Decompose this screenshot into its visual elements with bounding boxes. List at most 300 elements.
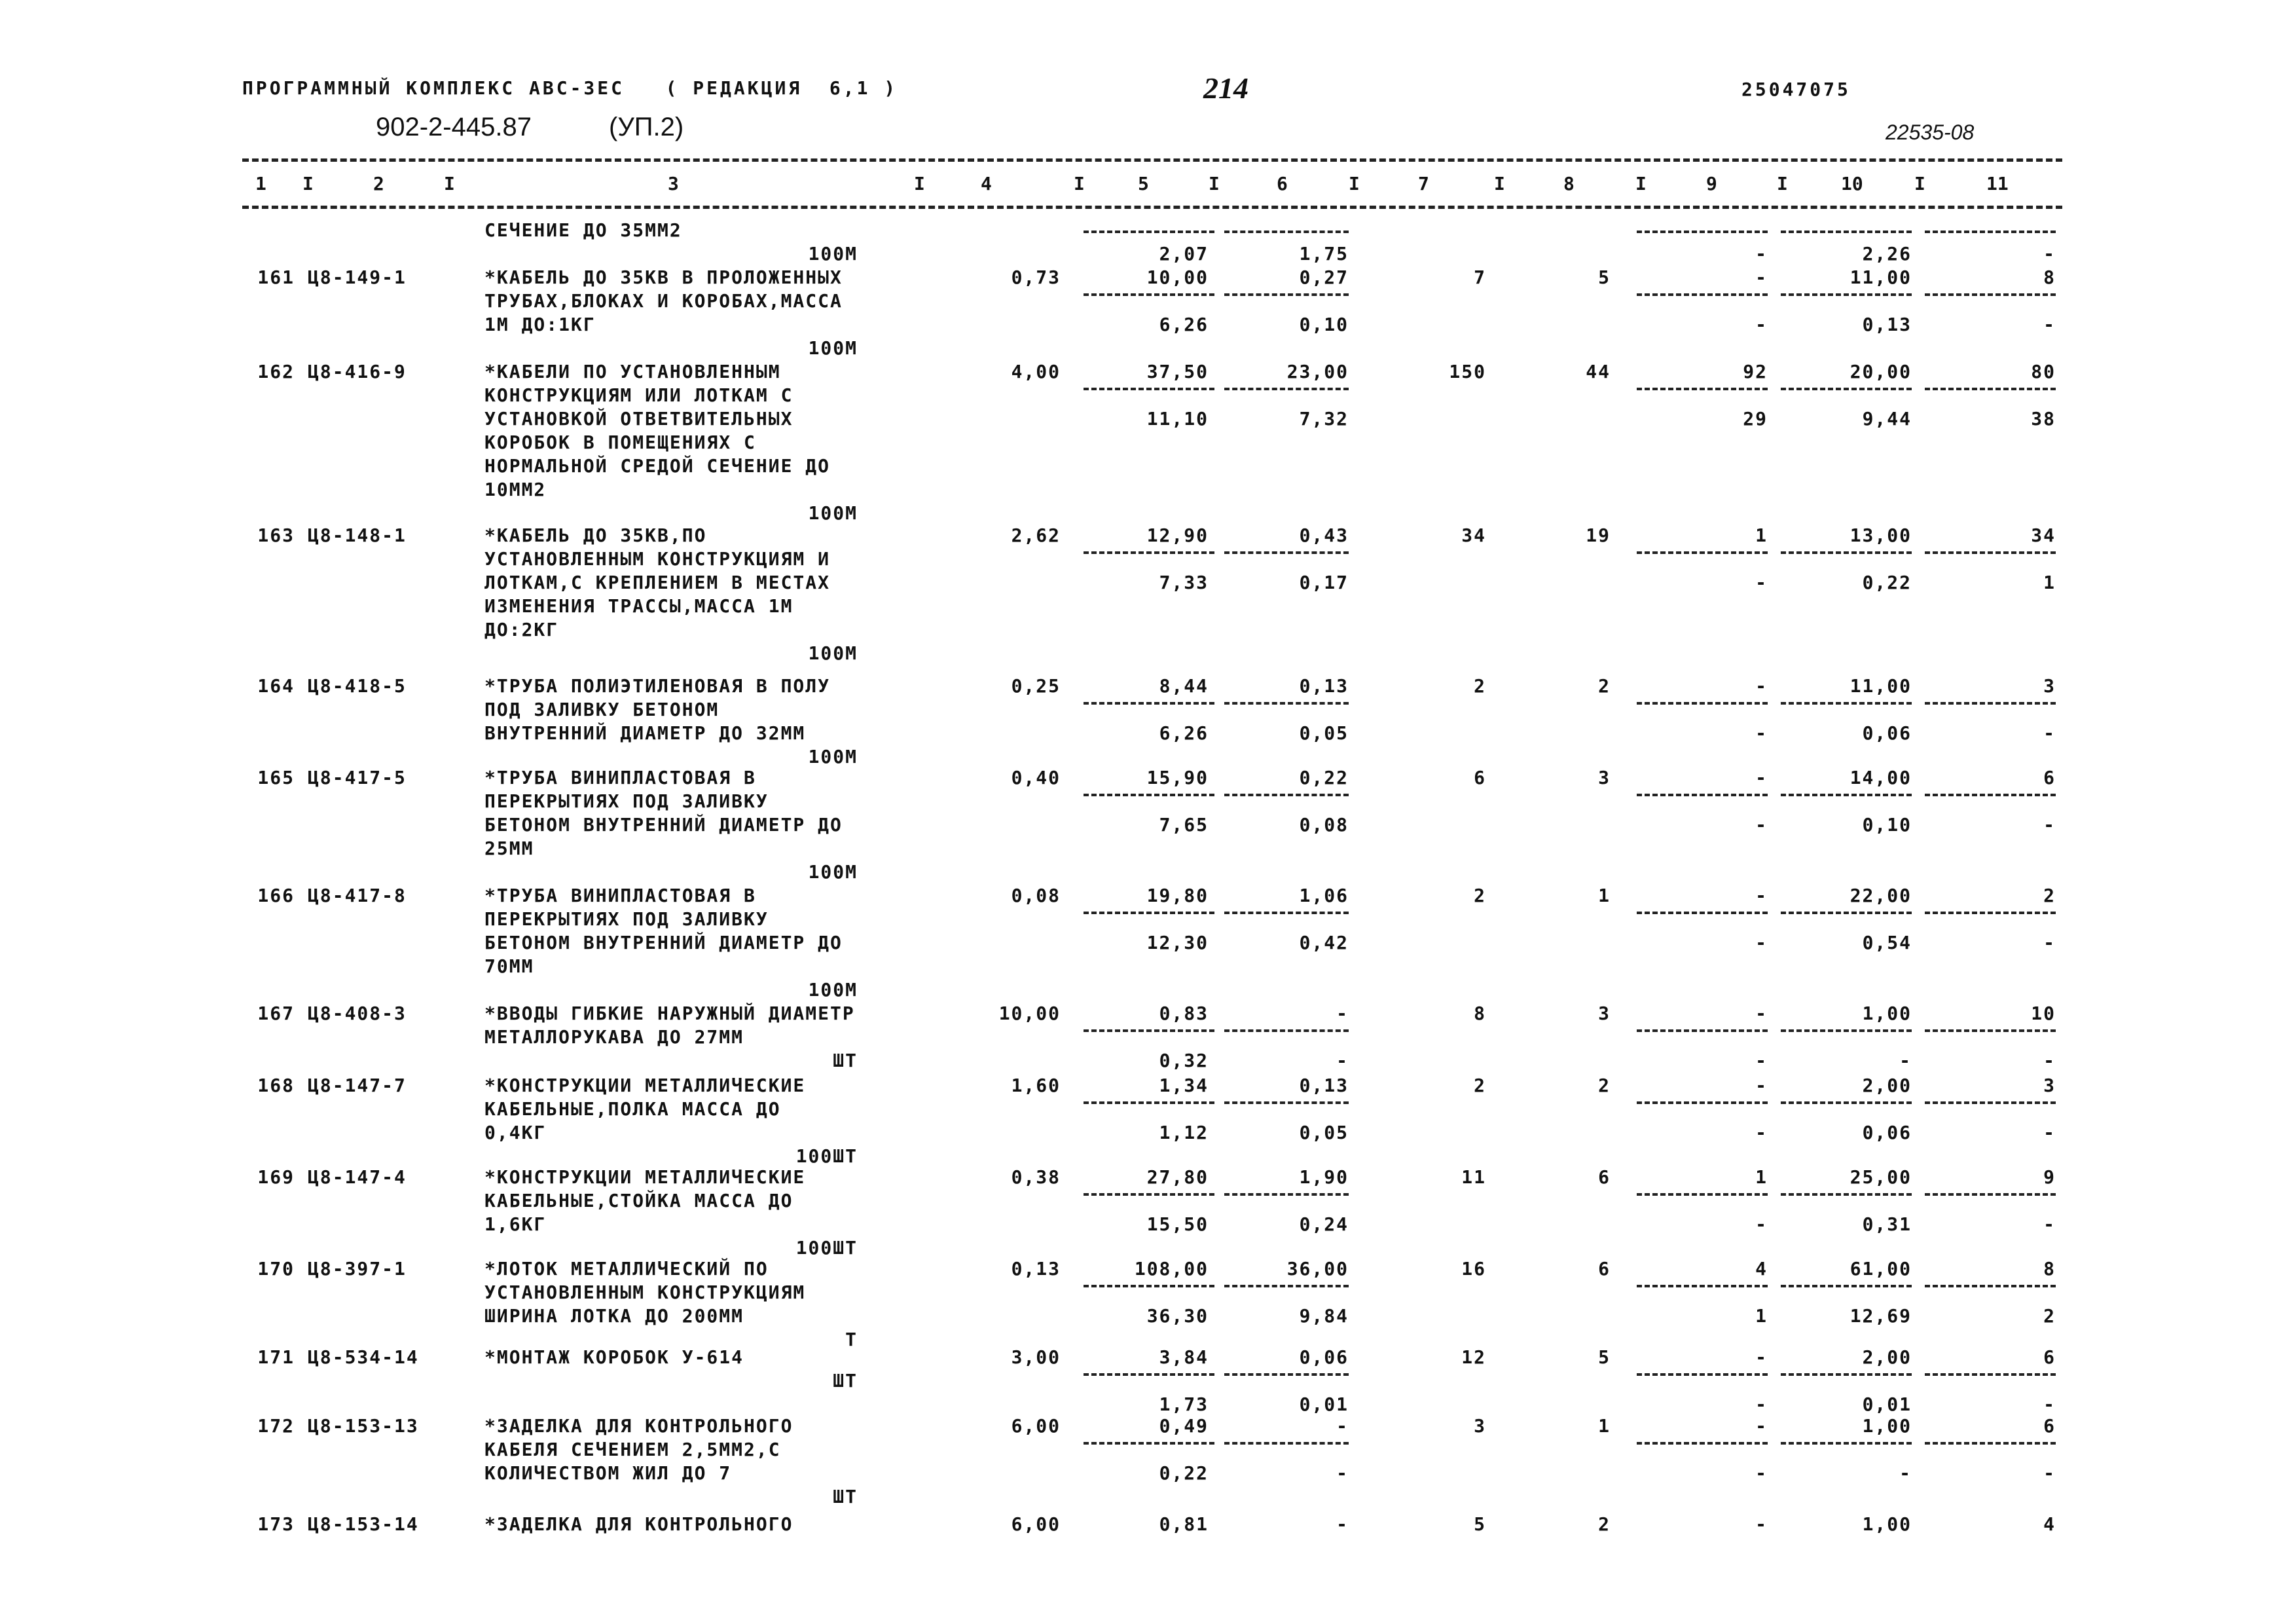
- row-number: 166: [257, 885, 295, 906]
- value-divider: [1925, 912, 2056, 914]
- cell-col11: 34: [2031, 525, 2056, 546]
- value-divider: [1637, 1373, 1768, 1376]
- value-divider: [1637, 1029, 1768, 1032]
- value-divider: [1084, 293, 1214, 296]
- cell-col11-secondary: 38: [2031, 408, 2056, 430]
- cell-col10-secondary: 0,06: [1862, 1122, 1912, 1143]
- cell-col8: 1: [1598, 1415, 1611, 1437]
- row-code: Ц8-418-5: [308, 675, 407, 697]
- row-number: 163: [257, 525, 295, 546]
- column-divider: I: [1914, 173, 1925, 194]
- value-divider: [1084, 1442, 1214, 1445]
- cell-col6: 1,06: [1299, 885, 1349, 906]
- value-divider: [1781, 912, 1912, 914]
- cell-col11-secondary: -: [2043, 1462, 2056, 1484]
- value-divider: [1781, 551, 1912, 554]
- cell-col5: 19,80: [1146, 885, 1209, 906]
- cell-col11-secondary: 1: [2043, 572, 2056, 593]
- cell-col7: 2: [1474, 1075, 1486, 1096]
- cell-col10-secondary: 9,44: [1862, 408, 1912, 430]
- row-description: БЕТОНОМ ВНУТРЕННИЙ ДИАМЕТР ДО: [484, 814, 843, 836]
- row-description: УСТАНОВКОЙ ОТВЕТВИТЕЛЬНЫХ: [484, 408, 793, 430]
- row-description: 1,6КГ: [484, 1213, 547, 1235]
- cell-col6: 0,13: [1299, 1075, 1349, 1096]
- value-divider: [1781, 794, 1912, 796]
- row-description: СЕЧЕНИЕ ДО 35ММ2: [484, 219, 682, 241]
- value-divider: [1637, 293, 1768, 296]
- cell-col9-secondary: -: [1755, 1050, 1768, 1071]
- cell-col4: 6,00: [1011, 1513, 1061, 1535]
- row-description: КОНСТРУКЦИЯМ ИЛИ ЛОТКАМ С: [484, 384, 793, 406]
- cell-col7: 7: [1474, 267, 1486, 288]
- cell-col5: 2,07: [1159, 243, 1209, 265]
- cell-col11-secondary: -: [2043, 722, 2056, 744]
- value-divider: [1637, 1442, 1768, 1445]
- cell-col4: 4,00: [1011, 361, 1061, 382]
- value-divider: [1781, 1193, 1912, 1196]
- cell-col10-secondary: 0,01: [1862, 1393, 1912, 1415]
- column-header: 7: [1418, 173, 1429, 194]
- row-number: 167: [257, 1003, 295, 1024]
- cell-col11-secondary: -: [2043, 1050, 2056, 1071]
- value-divider: [1224, 1373, 1349, 1376]
- cell-col4: 2,62: [1011, 525, 1061, 546]
- cell-col10: 14,00: [1850, 767, 1912, 788]
- value-divider: [1637, 551, 1768, 554]
- cell-col7: 16: [1461, 1258, 1486, 1280]
- row-unit: 100М: [808, 642, 858, 664]
- value-divider: [1925, 388, 2056, 390]
- cell-col7: 5: [1474, 1513, 1486, 1535]
- cell-col6-secondary: 0,17: [1299, 572, 1349, 593]
- cell-col11: 3: [2043, 1075, 2056, 1096]
- column-divider: I: [914, 173, 925, 194]
- cell-col5-secondary: 1,12: [1159, 1122, 1209, 1143]
- cell-col4: 1,60: [1011, 1075, 1061, 1096]
- value-divider: [1925, 1029, 2056, 1032]
- cell-col9: -: [1755, 1346, 1768, 1368]
- cell-col4: 10,00: [998, 1003, 1061, 1024]
- cell-col9: -: [1755, 1003, 1768, 1024]
- cell-col9: -: [1755, 767, 1768, 788]
- cell-col7: 150: [1449, 361, 1486, 382]
- row-number: 172: [257, 1415, 295, 1437]
- cell-col9-secondary: -: [1755, 1393, 1768, 1415]
- cell-col6-secondary: 0,05: [1299, 722, 1349, 744]
- value-divider: [1637, 794, 1768, 796]
- cell-col7: 6: [1474, 767, 1486, 788]
- cell-col10: 2,00: [1862, 1075, 1912, 1096]
- row-description: БЕТОНОМ ВНУТРЕННИЙ ДИАМЕТР ДО: [484, 932, 843, 953]
- cell-col8: 5: [1598, 1346, 1611, 1368]
- cell-col9: -: [1755, 1513, 1768, 1535]
- column-header: 1: [255, 173, 266, 194]
- cell-col9: -: [1755, 885, 1768, 906]
- value-divider: [1084, 551, 1214, 554]
- cell-col11-secondary: -: [2043, 314, 2056, 335]
- cell-col11: 9: [2043, 1166, 2056, 1188]
- value-divider: [1925, 1101, 2056, 1104]
- cell-col4: 3,00: [1011, 1346, 1061, 1368]
- column-divider: I: [1209, 173, 1220, 194]
- cell-col10-secondary: 0,22: [1862, 572, 1912, 593]
- column-header: 4: [981, 173, 992, 194]
- cell-col10: 2,00: [1862, 1346, 1912, 1368]
- cell-col11-secondary: -: [2043, 814, 2056, 836]
- row-unit: 100М: [808, 979, 858, 1001]
- row-unit: 100М: [808, 746, 858, 767]
- cell-col7: 11: [1461, 1166, 1486, 1188]
- row-description: *ЗАДЕЛКА ДЛЯ КОНТРОЛЬНОГО: [484, 1415, 793, 1437]
- cell-col5-secondary: 0,32: [1159, 1050, 1209, 1071]
- row-description: *МОНТАЖ КОРОБОК У-614: [484, 1346, 744, 1368]
- column-divider: I: [1074, 173, 1085, 194]
- cell-col10: 13,00: [1850, 525, 1912, 546]
- cell-col8: 5: [1598, 267, 1611, 288]
- column-divider: I: [1494, 173, 1505, 194]
- cell-col9: -: [1755, 675, 1768, 697]
- cell-col6-secondary: 7,32: [1299, 408, 1349, 430]
- row-unit: 100М: [808, 861, 858, 883]
- value-divider: [1084, 912, 1214, 914]
- value-divider: [1224, 912, 1349, 914]
- cell-col6: 36,00: [1286, 1258, 1349, 1280]
- cell-col10: 11,00: [1850, 267, 1912, 288]
- cell-col6-secondary: 0,24: [1299, 1213, 1349, 1235]
- cell-col5: 0,49: [1159, 1415, 1209, 1437]
- cell-col5: 0,83: [1159, 1003, 1209, 1024]
- cell-col5-secondary: 36,30: [1146, 1305, 1209, 1327]
- cell-col9: 92: [1743, 361, 1768, 382]
- row-code: Ц8-416-9: [308, 361, 407, 382]
- cell-col6: -: [1336, 1415, 1349, 1437]
- cell-col10: 61,00: [1850, 1258, 1912, 1280]
- row-unit: 100М: [808, 337, 858, 359]
- row-description: КАБЕЛЬНЫЕ,СТОЙКА МАССА ДО: [484, 1190, 793, 1211]
- cell-col10: 25,00: [1850, 1166, 1912, 1188]
- row-code: Ц8-408-3: [308, 1003, 407, 1024]
- cell-col10-secondary: -: [1899, 1462, 1912, 1484]
- row-code: Ц8-147-7: [308, 1075, 407, 1096]
- column-divider: I: [444, 173, 455, 194]
- cell-col8: 6: [1598, 1258, 1611, 1280]
- row-number: 161: [257, 267, 295, 288]
- cell-col4: 0,13: [1011, 1258, 1061, 1280]
- cell-col9-secondary: -: [1755, 932, 1768, 953]
- cell-col5-secondary: 11,10: [1146, 408, 1209, 430]
- cell-col6-secondary: 0,08: [1299, 814, 1349, 836]
- page-number: 214: [1203, 71, 1248, 105]
- value-divider: [1084, 794, 1214, 796]
- cell-col11: 80: [2031, 361, 2056, 382]
- cell-col11-secondary: 2: [2043, 1305, 2056, 1327]
- cell-col5: 37,50: [1146, 361, 1209, 382]
- row-code: Ц8-153-13: [308, 1415, 419, 1437]
- cell-col8: 2: [1598, 1513, 1611, 1535]
- project-number: 902-2-445.87: [376, 113, 532, 141]
- table-top-rule: [242, 158, 2062, 162]
- row-code: Ц8-153-14: [308, 1513, 419, 1535]
- column-header: 2: [373, 173, 384, 194]
- row-description: *ВВОДЫ ГИБКИЕ НАРУЖНЫЙ ДИАМЕТР: [484, 1003, 855, 1024]
- cell-col9-secondary: -: [1755, 314, 1768, 335]
- row-code: Ц8-397-1: [308, 1258, 407, 1280]
- cell-col9-secondary: -: [1755, 1122, 1768, 1143]
- row-description: 10ММ2: [484, 479, 547, 500]
- value-divider: [1224, 388, 1349, 390]
- value-divider: [1925, 794, 2056, 796]
- cell-col6: 0,27: [1299, 267, 1349, 288]
- column-header: 10: [1841, 173, 1863, 194]
- column-header: 8: [1563, 173, 1575, 194]
- row-number: 162: [257, 361, 295, 382]
- row-description: НОРМАЛЬНОЙ СРЕДОЙ СЕЧЕНИЕ ДО: [484, 455, 831, 477]
- cell-col6: 0,13: [1299, 675, 1349, 697]
- cell-col6-secondary: 0,42: [1299, 932, 1349, 953]
- document-code: 25047075: [1741, 79, 1851, 100]
- cell-col6-secondary: 9,84: [1299, 1305, 1349, 1327]
- cell-col4: 0,40: [1011, 767, 1061, 788]
- value-divider: [1781, 1101, 1912, 1104]
- cell-col5: 3,84: [1159, 1346, 1209, 1368]
- row-code: Ц8-147-4: [308, 1166, 407, 1188]
- cell-col5: 0,81: [1159, 1513, 1209, 1535]
- row-description: *ЛОТОК МЕТАЛЛИЧЕСКИЙ ПО: [484, 1258, 769, 1280]
- row-description: КАБЕЛЯ СЕЧЕНИЕМ 2,5ММ2,С: [484, 1439, 781, 1460]
- cell-col7: 8: [1474, 1003, 1486, 1024]
- value-divider: [1925, 231, 2056, 233]
- row-description: КОРОБОК В ПОМЕЩЕНИЯХ С: [484, 432, 756, 453]
- cell-col6-secondary: 0,01: [1299, 1393, 1349, 1415]
- cell-col5-secondary: 15,50: [1146, 1213, 1209, 1235]
- row-number: 165: [257, 767, 295, 788]
- cell-col5-secondary: 1,73: [1159, 1393, 1209, 1415]
- row-description: *КАБЕЛЬ ДО 35КВ,ПО: [484, 525, 707, 546]
- value-divider: [1224, 293, 1349, 296]
- cell-col11: 4: [2043, 1513, 2056, 1535]
- row-description: *ТРУБА ПОЛИЭТИЛЕНОВАЯ В ПОЛУ: [484, 675, 831, 697]
- cell-col9: 1: [1755, 525, 1768, 546]
- cell-col9-secondary: -: [1755, 814, 1768, 836]
- cell-col9: -: [1755, 267, 1768, 288]
- row-description: ЛОТКАМ,С КРЕПЛЕНИЕМ В МЕСТАХ: [484, 572, 831, 593]
- row-description: 25ММ: [484, 838, 534, 859]
- row-unit: 100М: [808, 502, 858, 524]
- cell-col9-secondary: 1: [1755, 1305, 1768, 1327]
- cell-col11: 6: [2043, 767, 2056, 788]
- value-divider: [1084, 702, 1214, 705]
- cell-col7: 3: [1474, 1415, 1486, 1437]
- value-divider: [1925, 1285, 2056, 1287]
- table-header-rule: [242, 206, 2062, 209]
- cell-col9-secondary: 29: [1743, 408, 1768, 430]
- cell-col9: -: [1755, 1415, 1768, 1437]
- value-divider: [1781, 702, 1912, 705]
- value-divider: [1637, 1101, 1768, 1104]
- row-unit: ШТ: [833, 1050, 858, 1071]
- cell-col11: 6: [2043, 1415, 2056, 1437]
- row-number: 169: [257, 1166, 295, 1188]
- value-divider: [1224, 702, 1349, 705]
- row-unit: ШТ: [833, 1370, 858, 1392]
- value-divider: [1084, 1373, 1214, 1376]
- row-number: 164: [257, 675, 295, 697]
- cell-col7: 2: [1474, 675, 1486, 697]
- cell-col10-secondary: 0,13: [1862, 314, 1912, 335]
- row-description: ПЕРЕКРЫТИЯХ ПОД ЗАЛИВКУ: [484, 908, 769, 930]
- cell-col9-secondary: -: [1755, 1462, 1768, 1484]
- value-divider: [1224, 1029, 1349, 1032]
- row-unit: 100ШТ: [795, 1237, 858, 1259]
- cell-col5: 108,00: [1134, 1258, 1209, 1280]
- cell-col5-secondary: 7,33: [1159, 572, 1209, 593]
- row-description: МЕТАЛЛОРУКАВА ДО 27ММ: [484, 1026, 744, 1048]
- column-header: 11: [1986, 173, 2009, 194]
- program-title: ПРОГРАММНЫЙ КОМПЛЕКС АВС-ЗЕС ( РЕДАКЦИЯ 6,1 ): [242, 77, 898, 99]
- cell-col9-secondary: -: [1755, 722, 1768, 744]
- cell-col8: 3: [1598, 767, 1611, 788]
- row-description: ТРУБАХ,БЛОКАХ И КОРОБАХ,МАССА: [484, 290, 843, 312]
- value-divider: [1084, 1285, 1214, 1287]
- cell-col9-secondary: -: [1755, 1213, 1768, 1235]
- cell-col9: 4: [1755, 1258, 1768, 1280]
- value-divider: [1084, 231, 1214, 233]
- value-divider: [1781, 231, 1912, 233]
- cell-col10: 22,00: [1850, 885, 1912, 906]
- cell-col8: 1: [1598, 885, 1611, 906]
- cell-col10: 1,00: [1862, 1003, 1912, 1024]
- column-header: 6: [1277, 173, 1288, 194]
- row-description: *КАБЕЛЬ ДО 35КВ В ПРОЛОЖЕННЫХ: [484, 267, 843, 288]
- row-unit: 100ШТ: [795, 1145, 858, 1167]
- column-divider: I: [302, 173, 314, 194]
- cell-col8: 6: [1598, 1166, 1611, 1188]
- cell-col9: -: [1755, 243, 1768, 265]
- cell-col5: 27,80: [1146, 1166, 1209, 1188]
- row-description: *КАБЕЛИ ПО УСТАНОВЛЕННЫМ: [484, 361, 781, 382]
- cell-col11-secondary: -: [2043, 1122, 2056, 1143]
- row-description: ПОД ЗАЛИВКУ БЕТОНОМ: [484, 699, 720, 720]
- value-divider: [1637, 231, 1768, 233]
- column-divider: I: [1777, 173, 1788, 194]
- row-description: ШИРИНА ЛОТКА ДО 200ММ: [484, 1305, 744, 1327]
- cell-col10: 20,00: [1850, 361, 1912, 382]
- cell-col11-secondary: -: [2043, 932, 2056, 953]
- cell-col8: 2: [1598, 675, 1611, 697]
- cell-col10: 2,26: [1862, 243, 1912, 265]
- value-divider: [1637, 702, 1768, 705]
- value-divider: [1925, 551, 2056, 554]
- cell-col5-secondary: 6,26: [1159, 314, 1209, 335]
- cell-col7: 2: [1474, 885, 1486, 906]
- value-divider: [1781, 293, 1912, 296]
- column-header: 9: [1706, 173, 1717, 194]
- cell-col7: 12: [1461, 1346, 1486, 1368]
- row-code: Ц8-149-1: [308, 267, 407, 288]
- cell-col5: 10,00: [1146, 267, 1209, 288]
- row-description: *ТРУБА ВИНИПЛАСТОВАЯ В: [484, 885, 756, 906]
- row-code: Ц8-417-5: [308, 767, 407, 788]
- value-divider: [1925, 702, 2056, 705]
- cell-col8: 44: [1586, 361, 1611, 382]
- cell-col6: 0,22: [1299, 767, 1349, 788]
- value-divider: [1084, 388, 1214, 390]
- row-description: *ТРУБА ВИНИПЛАСТОВАЯ В: [484, 767, 756, 788]
- cell-col9: 1: [1755, 1166, 1768, 1188]
- value-divider: [1224, 1285, 1349, 1287]
- row-description: ИЗМЕНЕНИЯ ТРАССЫ,МАССА 1М: [484, 595, 793, 617]
- cell-col6-secondary: -: [1336, 1462, 1349, 1484]
- cell-col10: 11,00: [1850, 675, 1912, 697]
- row-description: УСТАНОВЛЕННЫМ КОНСТРУКЦИЯМ И: [484, 548, 831, 570]
- cell-col4: 0,73: [1011, 267, 1061, 288]
- cell-col5: 8,44: [1159, 675, 1209, 697]
- value-divider: [1084, 1101, 1214, 1104]
- cell-col10-secondary: 12,69: [1850, 1305, 1912, 1327]
- cell-col8: 19: [1586, 525, 1611, 546]
- value-divider: [1781, 388, 1912, 390]
- cell-col9: -: [1755, 1075, 1768, 1096]
- value-divider: [1637, 388, 1768, 390]
- column-header: 5: [1138, 173, 1149, 194]
- cell-col10-secondary: 0,31: [1862, 1213, 1912, 1235]
- cell-col5: 15,90: [1146, 767, 1209, 788]
- value-divider: [1781, 1285, 1912, 1287]
- value-divider: [1224, 1442, 1349, 1445]
- value-divider: [1084, 1029, 1214, 1032]
- cell-col11: 2: [2043, 885, 2056, 906]
- cell-col11: -: [2043, 243, 2056, 265]
- row-description: ВНУТРЕННИЙ ДИАМЕТР ДО 32ММ: [484, 722, 806, 744]
- cell-col6: -: [1336, 1003, 1349, 1024]
- cell-col11-secondary: -: [2043, 1213, 2056, 1235]
- cell-col5-secondary: 6,26: [1159, 722, 1209, 744]
- row-description: УСТАНОВЛЕННЫМ КОНСТРУКЦИЯМ: [484, 1282, 806, 1303]
- row-description: ДО:2КГ: [484, 619, 559, 640]
- cell-col10-secondary: 0,06: [1862, 722, 1912, 744]
- cell-col10-secondary: 0,10: [1862, 814, 1912, 836]
- value-divider: [1637, 1285, 1768, 1287]
- row-code: Ц8-534-14: [308, 1346, 419, 1368]
- cell-col6-secondary: 0,05: [1299, 1122, 1349, 1143]
- row-code: Ц8-148-1: [308, 525, 407, 546]
- cell-col8: 2: [1598, 1075, 1611, 1096]
- cell-col11: 8: [2043, 267, 2056, 288]
- row-description: *ЗАДЕЛКА ДЛЯ КОНТРОЛЬНОГО: [484, 1513, 793, 1535]
- column-divider: I: [1635, 173, 1647, 194]
- cell-col8: 3: [1598, 1003, 1611, 1024]
- cell-col6: 1,90: [1299, 1166, 1349, 1188]
- cell-col10-secondary: 0,54: [1862, 932, 1912, 953]
- value-divider: [1224, 551, 1349, 554]
- value-divider: [1224, 1101, 1349, 1104]
- cell-col11: 8: [2043, 1258, 2056, 1280]
- cell-col11-secondary: -: [2043, 1393, 2056, 1415]
- cell-col6: 23,00: [1286, 361, 1349, 382]
- value-divider: [1781, 1373, 1912, 1376]
- cell-col11: 6: [2043, 1346, 2056, 1368]
- value-divider: [1224, 1193, 1349, 1196]
- sheet-code: 22535-08: [1886, 120, 1975, 144]
- row-code: Ц8-417-8: [308, 885, 407, 906]
- value-divider: [1925, 1442, 2056, 1445]
- row-unit: ШТ: [833, 1486, 858, 1507]
- cell-col9-secondary: -: [1755, 572, 1768, 593]
- cell-col6: 0,06: [1299, 1346, 1349, 1368]
- row-description: КАБЕЛЬНЫЕ,ПОЛКА МАССА ДО: [484, 1098, 781, 1120]
- row-unit: Т: [845, 1329, 858, 1350]
- cell-col6: 0,43: [1299, 525, 1349, 546]
